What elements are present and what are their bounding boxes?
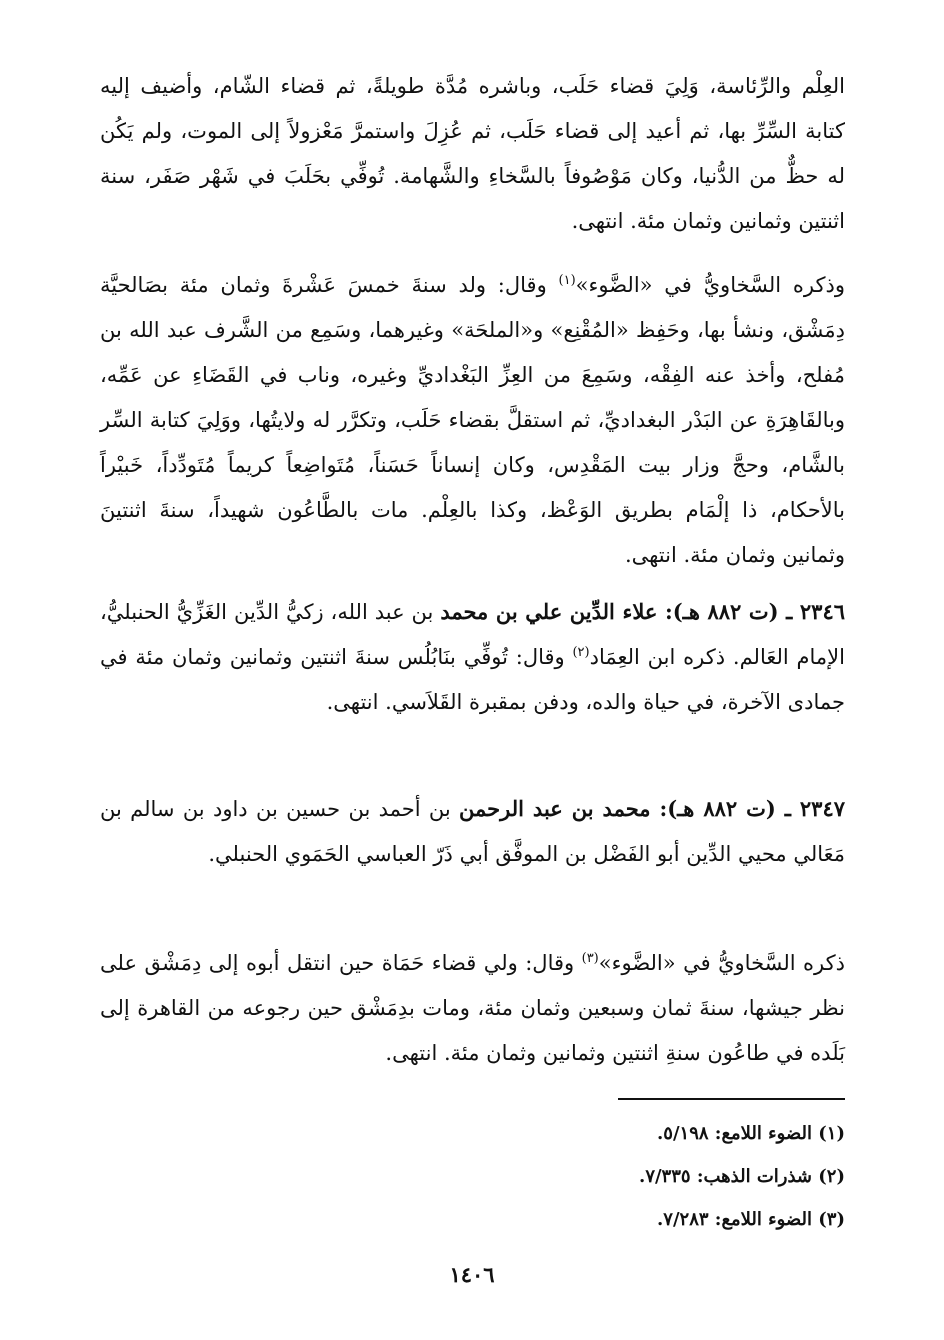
footnote-divider [618,1098,845,1100]
paragraph-text: وذكره السَّخاويُّ في «الضَّوء» [575,273,845,297]
entry-heading: ٢٣٤٧ ـ (ت ٨٨٢ هـ): محمد بن عبد الرحمن [459,796,846,821]
paragraph-text: العِلْم والرِّئاسة، وَلِيَ قضاء حَلَب، وباشره مُدَّة طويلةً، ثم قضاء الشّام، وأضيف إليه كتابة السِّرِّ بها، ثم أعيد إلى قضاء حَلَب، ثم عُزِلَ واستمرَّ مَعْزولاً إلى الموت، ولم يَكُن له حظٌّ من الدُّنيا، وكان مَوْصُوفاً بالسَّخاءِ والشَّهامة. تُوفِّي بحَلَبَ في شَهْر صَفَر، سنة اثنتين وثمانين وثمان مئة. انتهى. [100,74,845,233]
paragraph-text: وقال: ولي قضاء حَمَاة حين انتقل أبوه إلى دِمَشْق على نظر جيشها، سنةَ ثمان وسبعين وثمان مئة، ومات بدِمَشْق حين رجوعه من القاهرة إلى بَلَده في طاعُون سنةِ اثنتين وثمانين وثمان مئة. انتهى. [100,951,845,1065]
paragraph-text: بن أحمد بن حسين بن داود بن سالم بن مَعَالي محيي الدِّين أبو الفَضْل بن الموفَّق أبي ذَرّ العباسي الحَمَوي الحنبلي. [100,797,845,866]
footnote-ref-2[interactable]: (٢) [572,645,590,660]
paragraph-biography-continuation [100,64,845,244]
footnote-2: (٢) شذرات الذهب: ٧/٣٣٥. [639,1166,845,1187]
paragraph-text: ذكره السَّخاويُّ في «الضَّوء» [598,951,845,975]
entry-2347 [100,786,845,877]
entry-heading: ٢٣٤٦ ـ (ت ٨٨٢ هـ): علاء الدِّين علي بن محمد [440,599,846,624]
paragraph-sakhawi-quote-2 [100,941,845,1076]
footnote-3: (٣) الضوء اللامع: ٧/٢٨٣. [657,1209,845,1230]
paragraph-text: وقال: ولد سنةَ خمسَ عَشْرةَ وثمان مئة بصَالحيَّة دِمَشْق، ونشأ بها، وحَفِظ «المُقْنِع» و«الملحَة» وغيرهما، وسَمِع من الشَّرف عبد الله بن مُفلح، وأخذ عنه الفِقْه، وسَمِعَ من العِزِّ البَغْداديِّ وغيره، وناب في القَضَاءِ عن عَمِّه، وبالقَاهِرَةِ عن البَدْر البغداديِّ، ثم استقلَّ بقضاء حَلَب، وتكرَّر له ولايتُها، ووَلِيَ كتابة السِّر بالشَّام، وحجَّ وزار بيت المَقْدِس، وكان إنساناً حَسَناً، مُتَواضِعاً كريماً مُتَودِّداً، خَبيْراً بالأحكام، ذا إلْمَام بطريق الوَعْظ، وكذا بالعِلْم. مات بالطَّاعُون شهيداً، سنةَ اثنتينَ وثمانين وثمان مئة. انتهى. [100,273,845,567]
footnotes-list [560,1112,845,1241]
page-number: ١٤٠٦ [449,1262,495,1287]
footnote-1: (١) الضوء اللامع: ٥/١٩٨. [657,1123,845,1144]
paragraph-text: بن عبد الله، زكيُّ الدِّين الغَزِّيُّ الحنبليُّ، الإمام العَالم. ذكره ابن العِمَاد [100,600,845,669]
paragraph-sakhawi-quote [100,263,845,578]
footnote-ref-3[interactable]: (٣) [581,951,599,966]
entry-2346 [100,589,845,725]
footnote-ref-1[interactable]: (١) [558,273,576,288]
paragraph-text: وقال: تُوفِّي بنَابُلُس سنةَ اثنتين وثمانين وثمان مئة في جمادى الآخرة، في حياة والده، ودفن بمقبرة القَلاَسي. انتهى. [100,645,845,714]
